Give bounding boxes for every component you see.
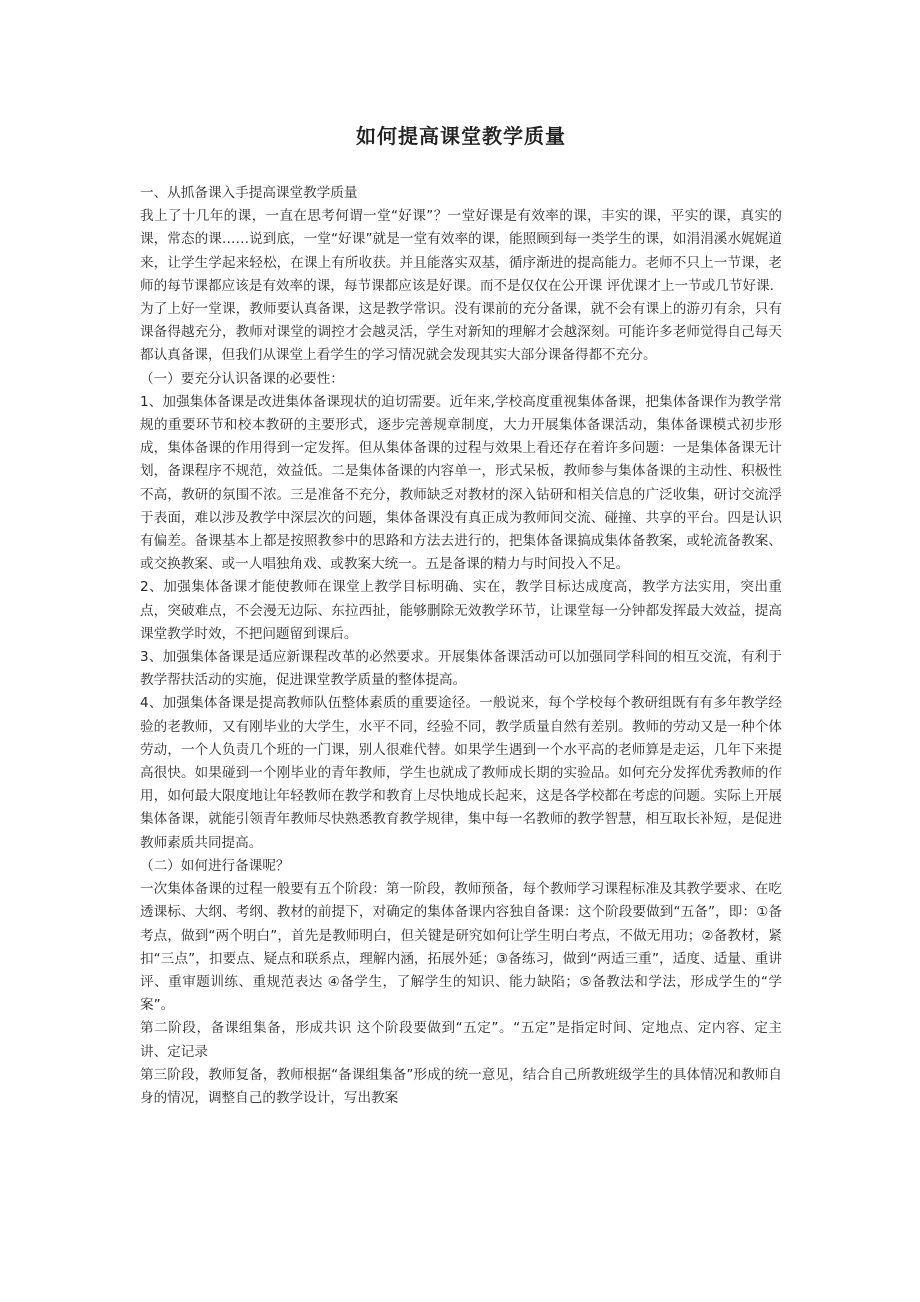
document-body bbox=[140, 182, 782, 1110]
list-item-3: 3、加强集体备课是适应新课程改革的必然要求。开展集体备课活动可以加强同学科间的相互交流，有利于教学帮扶活动的实施，促进课堂教学质量的整体提高。 bbox=[140, 649, 782, 689]
paragraph-prepare-lesson: 为了上好一堂课，教师要认真备课，这是教学常识。没有课前的充分备课，就不会有课上的游刃有余，只有课备得越充分，教师对课堂的调控才会越灵活，学生对新知的理解才会越深刻。可能许多老师觉得自己每天都认真备课，但我们从课堂上看学生的学习情况就会发现其实大部分课备得都不充分。 bbox=[140, 301, 782, 364]
paragraph-good-lesson: 我上了十几年的课，一直在思考何谓一堂“好课”？一堂好课是有效率的课，丰实的课，平实的课，真实的课，常态的课……说到底，一堂“好课”就是一堂有效率的课，能照顾到每一类学生的课，如涓涓溪水娓娓道来，让学生学起来轻松，在课上有所收获。并且能落实双基，循序渐进的提高能力。老师不只上一节课，老师的每节课都应该是有效率的课，每节课都应该是好课。而不是仅仅在公开课 评优课才上一节或几节好课. bbox=[140, 208, 782, 294]
document-title: 如何提高课堂教学质量 bbox=[356, 124, 566, 148]
list-item-4: 4、加强集体备课是提高教师队伍整体素质的重要途径。一般说来，每个学校每个教研组既有有多年教学经验的老教师，又有刚毕业的大学生，水平不同，经验不同，教学质量自然有差别。教师的劳动又是一种个体劳动，一个人负责几个班的一门课，别人很难代替。如果学生遇到一个水平高的老师算是走运，几年下来提高很快。如果碰到一个刚毕业的青年教师，学生也就成了教师成长期的实验品。如何充分发挥优秀教师的作用，如何最大限度地让年轻教师在教学和教育上尽快地成长起来，这是各学校都在考虑的问题。实际上开展集体备课，就能引领青年教师尽快熟悉教育教学规律，集中每一名教师的教学智慧，相互取长补短，是促进教师素质共同提高。 bbox=[140, 695, 782, 851]
list-item-1: 1、加强集体备课是改进集体备课现状的迫切需要。近年来,学校高度重视集体备课，把集体备课作为教学常规的重要环节和校本教研的主要形式，逐步完善规章制度，大力开展集体备课活动，集体备课模式初步形成，集体备课的作用得到一定发挥。但从集体备课的过程与效果上看还存在着许多问题：一是集体备课无计划，备课程序不规范，效益低。二是集体备课的内容单一，形式呆板，教师参与集体备课的主动性、积极性不高，教研的氛围不浓。三是准备不充分，教师缺乏对教材的深入钻研和相关信息的广泛收集，研讨交流浮于表面，难以涉及教学中深层次的问题，集体备课没有真正成为教师间交流、碰撞、共享的平台。四是认识有偏差。备课基本上都是按照教参中的思路和方法去进行的，把集体备课搞成集体备教案，或轮流备教案、或交换教案、或一人唱独角戏、或教案大统一。五是备课的精力与时间投入不足。 bbox=[140, 393, 782, 573]
paragraph-stage-3: 第三阶段，教师复备，教师根据“备课组集备”形成的统一意见，结合自己所教班级学生的具体情况和教师自身的情况，调整自己的教学设计，写出教案 bbox=[140, 1066, 782, 1106]
section-heading-1: 一、从抓备课入手提高课堂教学质量 bbox=[140, 185, 358, 201]
subsection-heading-2: （二）如何进行备课呢？ bbox=[140, 857, 290, 874]
paragraph-stage-2: 第二阶段，备课组集备，形成共识 这个阶段要做到“五定”。“五定”是指定时间、定地点、定内容、定主讲、定记录 bbox=[140, 1020, 782, 1060]
subsection-heading-1: （一）要充分认识备课的必要性： bbox=[140, 370, 344, 387]
paragraph-stage-1: 一次集体备课的过程一般要有五个阶段：第一阶段，教师预备，每个教师学习课程标准及其教学要求、在吃透课标、大纲、考纲、教材的前提下，对确定的集体备课内容独自备课：这个阶段要做到“五备”，即：①备考点，做到“两个明白”，首先是教师明白，但关键是研究如何让学生明白考点，不做无用功；②备教材，紧扣“三点”，扣要点、疑点和联系点，理解内涵，拓展外延；③备练习，做到“两适三重”，适度、适量、重讲评、重审题训练、重规范表达 ④备学生，了解学生的知识、能力缺陷；⑤备教法和学法，形成学生的“学案”。 bbox=[140, 881, 782, 1014]
list-item-2: 2、加强集体备课才能使教师在课堂上教学目标明确、实在，教学目标达成度高，教学方法实用，突出重点，突破难点，不会漫无边际、东拉西扯，能够删除无效教学环节，让课堂每一分钟都发挥最大效益，提高课堂教学时效，不把问题留到课后。 bbox=[140, 579, 782, 642]
